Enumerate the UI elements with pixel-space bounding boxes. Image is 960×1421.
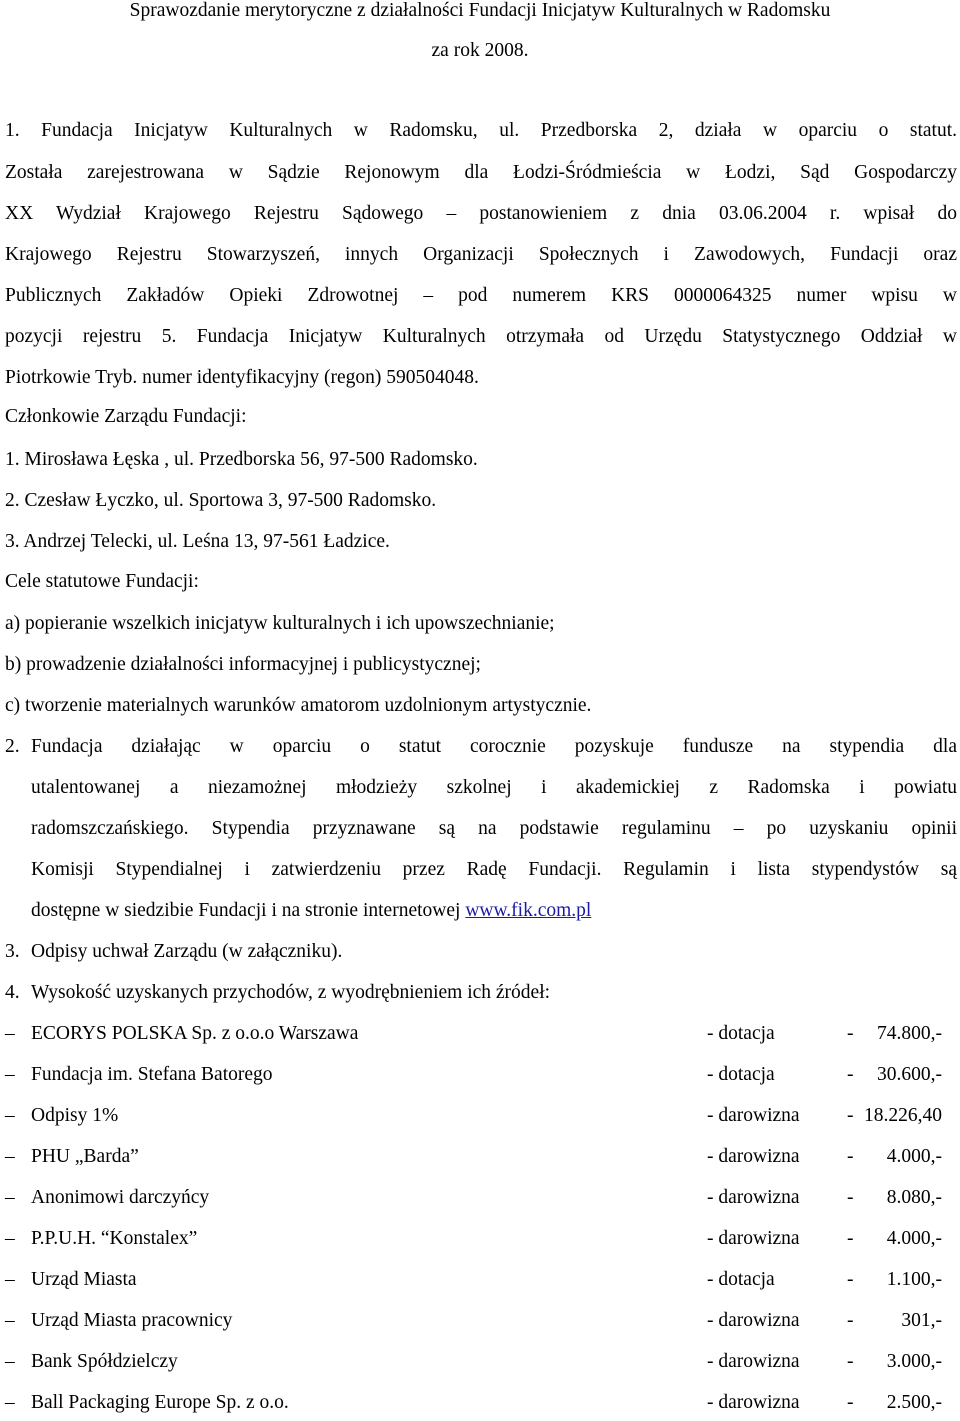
income-source-row <box>5 1146 960 1172</box>
income-source-sign: - <box>847 1269 854 1290</box>
income-source-dash: – <box>5 1269 15 1290</box>
income-source-name: Urząd Miasta <box>31 1269 137 1290</box>
goal-item: c) tworzenie materialnych warunków amatorom uzdolnionym artystycznie. <box>5 695 592 716</box>
income-source-amount: 74.800,- <box>877 1023 942 1044</box>
income-source-type: - dotacja <box>707 1023 775 1044</box>
section-2-last-line <box>31 900 957 922</box>
section-2-number: 2. <box>5 736 20 757</box>
income-source-sign: - <box>847 1023 854 1044</box>
income-source-amount: 30.600,- <box>877 1064 942 1085</box>
income-source-sign: - <box>847 1351 854 1372</box>
income-source-type: - darowizna <box>707 1187 800 1208</box>
income-source-type: - darowizna <box>707 1228 800 1249</box>
section-3-text: Odpisy uchwał Zarządu (w załączniku). <box>31 941 343 962</box>
section-2-line: Komisji Stypendialnej i zatwierdzeniu przez Radę Fundacji. Regulamin i lista stypendystów są <box>31 859 957 880</box>
section-1-line: Została zarejestrowana w Sądzie Rejonowym dla Łodzi-Śródmieścia w Łodzi, Sąd Gospodarczy <box>5 162 957 183</box>
income-source-dash: – <box>5 1351 15 1372</box>
goal-item: a) popieranie wszelkich inicjatyw kulturalnych i ich upowszechnianie; <box>5 613 555 634</box>
income-source-type: - darowizna <box>707 1146 800 1167</box>
income-source-dash: – <box>5 1228 15 1249</box>
income-source-type: - dotacja <box>707 1064 775 1085</box>
income-source-dash: – <box>5 1392 15 1413</box>
income-source-name: Urząd Miasta pracownicy <box>31 1310 233 1331</box>
income-source-amount: 18.226,40 <box>864 1105 942 1126</box>
section-2-line: radomszczańskiego. Stypendia przyznawane są na podstawie regulaminu – po uzyskaniu opinii <box>31 818 957 839</box>
income-source-sign: - <box>847 1064 854 1085</box>
goals-heading: Cele statutowe Fundacji: <box>5 571 199 592</box>
income-source-amount: 4.000,- <box>886 1146 942 1167</box>
income-source-row <box>5 1351 960 1377</box>
income-source-sign: - <box>847 1228 854 1249</box>
income-source-row <box>5 1023 960 1049</box>
income-source-name: Odpisy 1% <box>31 1105 119 1126</box>
section-1-line: XX Wydział Krajowego Rejestru Sądowego – postanowieniem z dnia 03.06.2004 r. wpisał do <box>5 203 957 224</box>
section-2-line: utalentowanej a niezamożnej młodzieży szkolnej i akademickiej z Radomska i powiatu <box>31 777 957 798</box>
section-1-line: 1. Fundacja Inicjatyw Kulturalnych w Radomsku, ul. Przedborska 2, działa w oparciu o statut. <box>5 120 957 141</box>
income-source-name: Bank Spółdzielczy <box>31 1351 178 1372</box>
board-member: 1. Mirosława Łęska , ul. Przedborska 56, 97-500 Radomsko. <box>5 449 478 470</box>
income-source-row <box>5 1269 960 1295</box>
section-1-line: Krajowego Rejestru Stowarzyszeń, innych Organizacji Społecznych i Zawodowych, Fundacji oraz <box>5 244 957 265</box>
income-source-row <box>5 1310 960 1336</box>
document-title: Sprawozdanie merytoryczne z działalności Fundacji Inicjatyw Kulturalnych w Radomsku <box>129 0 831 21</box>
income-source-amount: 301,- <box>901 1310 942 1331</box>
section-2-last-line-text: dostępne w siedzibie Fundacji i na stronie internetowej <box>31 900 466 921</box>
goal-item: b) prowadzenie działalności informacyjnej i publicystycznej; <box>5 654 481 675</box>
income-source-name: Anonimowi darczyńcy <box>31 1187 210 1208</box>
income-source-amount: 1.100,- <box>886 1269 942 1290</box>
income-source-type: - darowizna <box>707 1351 800 1372</box>
income-source-type: - dotacja <box>707 1269 775 1290</box>
income-source-sign: - <box>847 1392 854 1413</box>
income-source-dash: – <box>5 1023 15 1044</box>
income-source-row <box>5 1105 960 1131</box>
income-source-name: P.P.U.H. “Konstalex” <box>31 1228 198 1249</box>
income-source-dash: – <box>5 1105 15 1126</box>
income-source-sign: - <box>847 1105 854 1126</box>
income-source-name: Ball Packaging Europe Sp. z o.o. <box>31 1392 289 1413</box>
section-3-number: 3. <box>5 941 20 962</box>
income-source-amount: 3.000,- <box>886 1351 942 1372</box>
section-2-line: Fundacja działając w oparciu o statut corocznie pozyskuje fundusze na stypendia dla <box>31 736 957 757</box>
income-source-sign: - <box>847 1187 854 1208</box>
section-1-line: pozycji rejestru 5. Fundacja Inicjatyw Kulturalnych otrzymała od Urzędu Statystycznego Oddział w <box>5 326 957 347</box>
section-4-text: Wysokość uzyskanych przychodów, z wyodrębnieniem ich źródeł: <box>31 982 551 1003</box>
income-source-dash: – <box>5 1187 15 1208</box>
income-source-type: - darowizna <box>707 1105 800 1126</box>
income-source-sign: - <box>847 1146 854 1167</box>
section-4-number: 4. <box>5 982 20 1003</box>
income-source-dash: – <box>5 1146 15 1167</box>
income-source-name: Fundacja im. Stefana Batorego <box>31 1064 273 1085</box>
section-1-line: Publicznych Zakładów Opieki Zdrowotnej – pod numerem KRS 0000064325 numer wpisu w <box>5 285 957 306</box>
income-source-type: - darowizna <box>707 1392 800 1413</box>
income-source-name: PHU „Barda” <box>31 1146 139 1167</box>
income-source-amount: 4.000,- <box>886 1228 942 1249</box>
income-source-row <box>5 1187 960 1213</box>
income-source-dash: – <box>5 1064 15 1085</box>
income-source-row <box>5 1392 960 1418</box>
income-source-amount: 8.080,- <box>886 1187 942 1208</box>
income-source-row <box>5 1064 960 1090</box>
income-source-dash: – <box>5 1310 15 1331</box>
section-1-line: Piotrkowie Tryb. numer identyfikacyjny (regon) 590504048. <box>5 367 479 388</box>
income-source-sign: - <box>847 1310 854 1331</box>
website-link[interactable]: www.fik.com.pl <box>465 900 592 921</box>
document-subtitle: za rok 2008. <box>431 40 529 61</box>
income-source-amount: 2.500,- <box>886 1392 942 1413</box>
board-member: 3. Andrzej Telecki, ul. Leśna 13, 97-561 Ładzice. <box>5 531 390 552</box>
board-member: 2. Czesław Łyczko, ul. Sportowa 3, 97-500 Radomsko. <box>5 490 437 511</box>
income-source-row <box>5 1228 960 1254</box>
income-source-type: - darowizna <box>707 1310 800 1331</box>
income-source-name: ECORYS POLSKA Sp. z o.o.o Warszawa <box>31 1023 359 1044</box>
board-heading: Członkowie Zarządu Fundacji: <box>5 406 247 427</box>
